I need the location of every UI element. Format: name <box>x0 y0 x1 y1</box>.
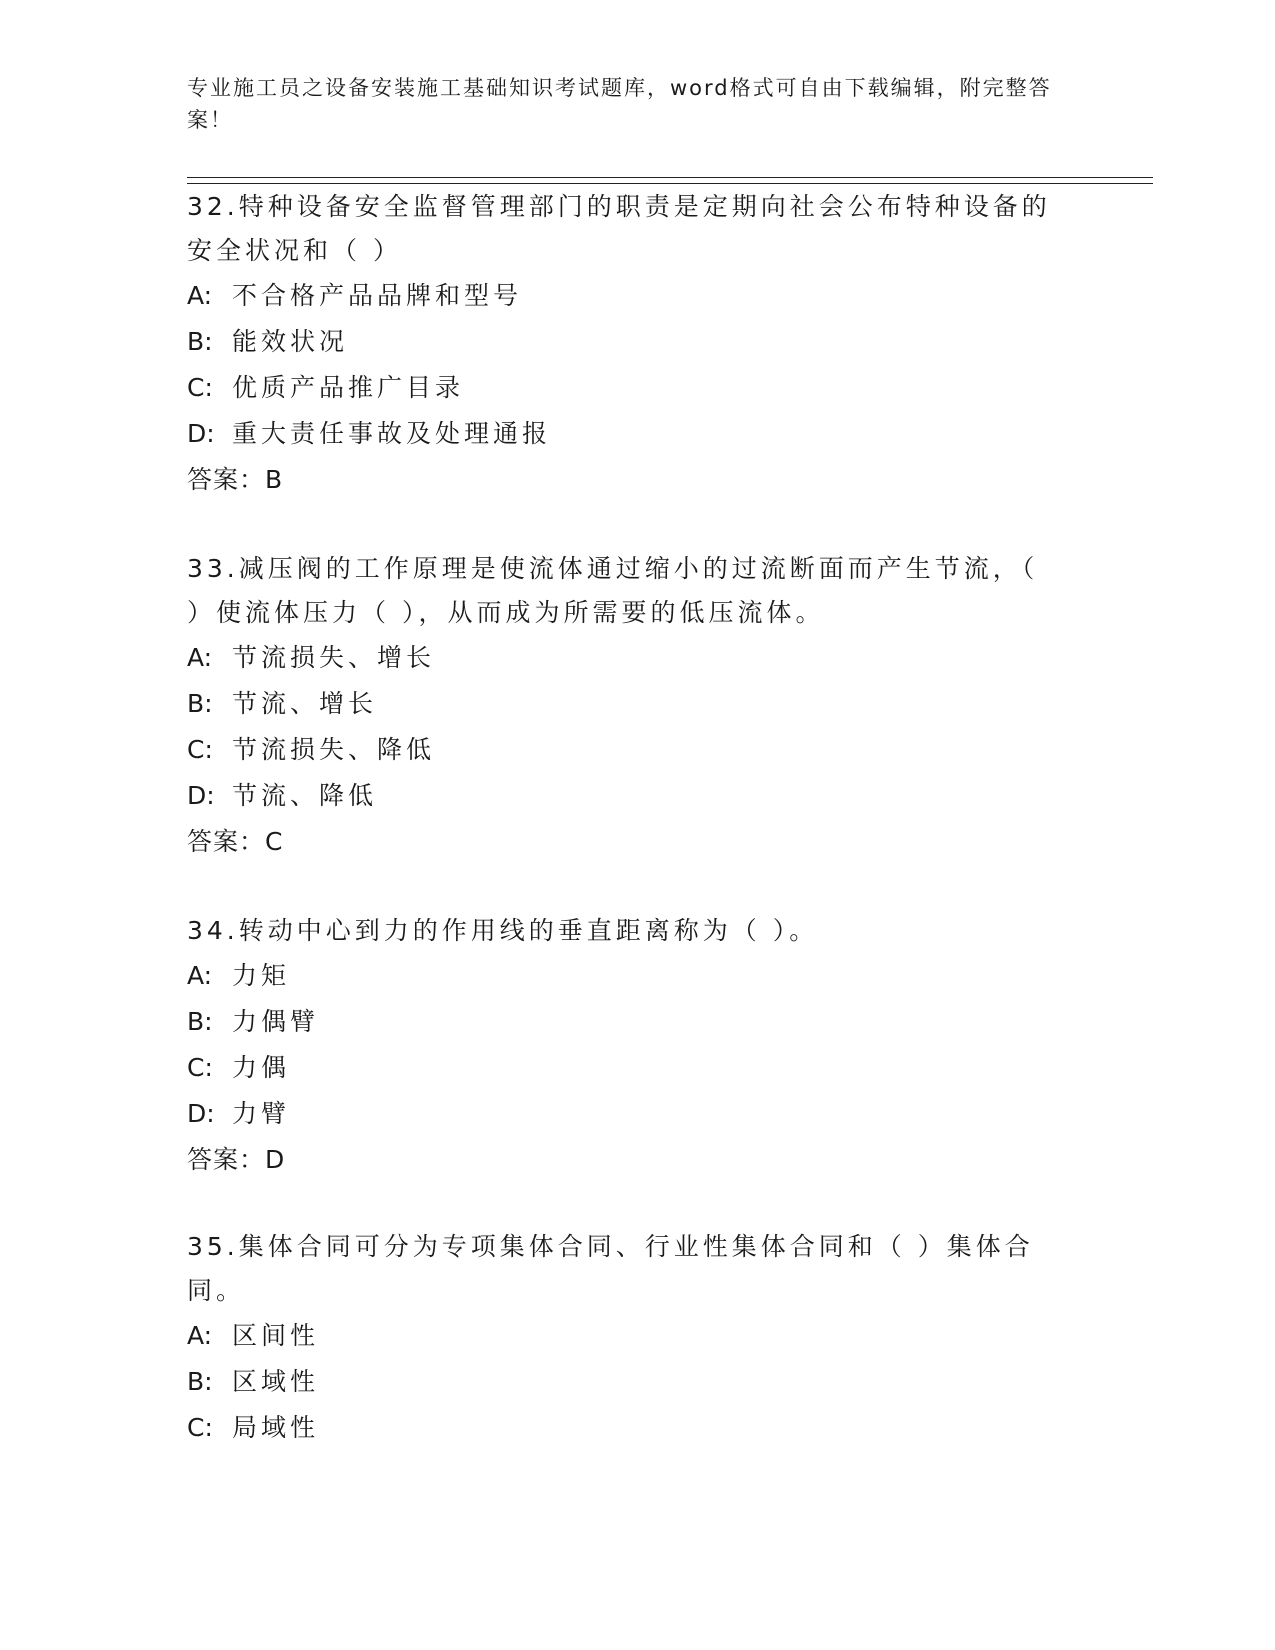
question-34 <box>187 909 1087 1183</box>
option-text: 节流损失、降低 <box>232 735 436 764</box>
option-letter: B: <box>187 689 213 718</box>
option-letter: B: <box>187 1007 213 1036</box>
option-c <box>187 365 1057 411</box>
option-text: 节流损失、增长 <box>232 643 436 672</box>
option-a <box>187 635 1047 681</box>
option-b <box>187 1359 1057 1405</box>
option-d <box>187 411 1057 457</box>
option-text: 节流、增长 <box>232 689 378 718</box>
option-b <box>187 319 1057 365</box>
option-letter: A: <box>187 961 213 990</box>
option-letter: D: <box>187 781 215 810</box>
option-text: 力偶臂 <box>232 1007 320 1036</box>
question-stem: 34.转动中心到力的作用线的垂直距离称为（ ）。 <box>187 916 819 945</box>
option-text: 节流、降低 <box>232 781 378 810</box>
question-stem: 35.集体合同可分为专项集体合同、行业性集体合同和（ ）集体合同。 <box>187 1232 1034 1305</box>
option-c <box>187 1045 1087 1091</box>
option-letter: B: <box>187 1367 213 1396</box>
header-divider-bottom <box>187 183 1153 184</box>
header-divider-top <box>187 177 1153 178</box>
question-stem: 32.特种设备安全监督管理部门的职责是定期向社会公布特种设备的安全状况和（ ） <box>187 192 1051 265</box>
option-c <box>187 1405 1057 1451</box>
answer: 答案：D <box>187 1145 286 1174</box>
option-text: 力矩 <box>232 961 291 990</box>
question-35 <box>187 1225 1057 1451</box>
option-text: 区间性 <box>232 1321 320 1350</box>
question-32 <box>187 185 1057 503</box>
option-letter: C: <box>187 1053 213 1082</box>
option-a <box>187 273 1057 319</box>
option-letter: D: <box>187 419 215 448</box>
option-d <box>187 773 1047 819</box>
option-text: 重大责任事故及处理通报 <box>232 419 552 448</box>
question-33 <box>187 547 1047 865</box>
option-c <box>187 727 1047 773</box>
option-b <box>187 999 1087 1045</box>
document-header: 专业施工员之设备安装施工基础知识考试题库，word格式可自由下载编辑，附完整答案！ <box>187 76 1052 132</box>
option-b <box>187 681 1047 727</box>
option-letter: D: <box>187 1099 215 1128</box>
option-letter: C: <box>187 735 213 764</box>
answer: 答案：C <box>187 827 284 856</box>
option-text: 局域性 <box>232 1413 320 1442</box>
option-text: 优质产品推广目录 <box>232 373 465 402</box>
option-text: 区域性 <box>232 1367 320 1396</box>
option-text: 不合格产品品牌和型号 <box>232 281 523 310</box>
option-a <box>187 953 1087 999</box>
option-text: 能效状况 <box>232 327 349 356</box>
option-letter: C: <box>187 1413 213 1442</box>
option-letter: A: <box>187 643 213 672</box>
option-letter: C: <box>187 373 213 402</box>
answer: 答案：B <box>187 465 284 494</box>
option-letter: A: <box>187 281 213 310</box>
option-letter: B: <box>187 327 213 356</box>
option-a <box>187 1313 1057 1359</box>
option-text: 力臂 <box>232 1099 291 1128</box>
option-text: 力偶 <box>232 1053 291 1082</box>
question-stem: 33.减压阀的工作原理是使流体通过缩小的过流断面而产生节流，（ ）使流体压力（ ），从而成为所需要的低压流体。 <box>187 554 1039 627</box>
option-letter: A: <box>187 1321 213 1350</box>
option-d <box>187 1091 1087 1137</box>
